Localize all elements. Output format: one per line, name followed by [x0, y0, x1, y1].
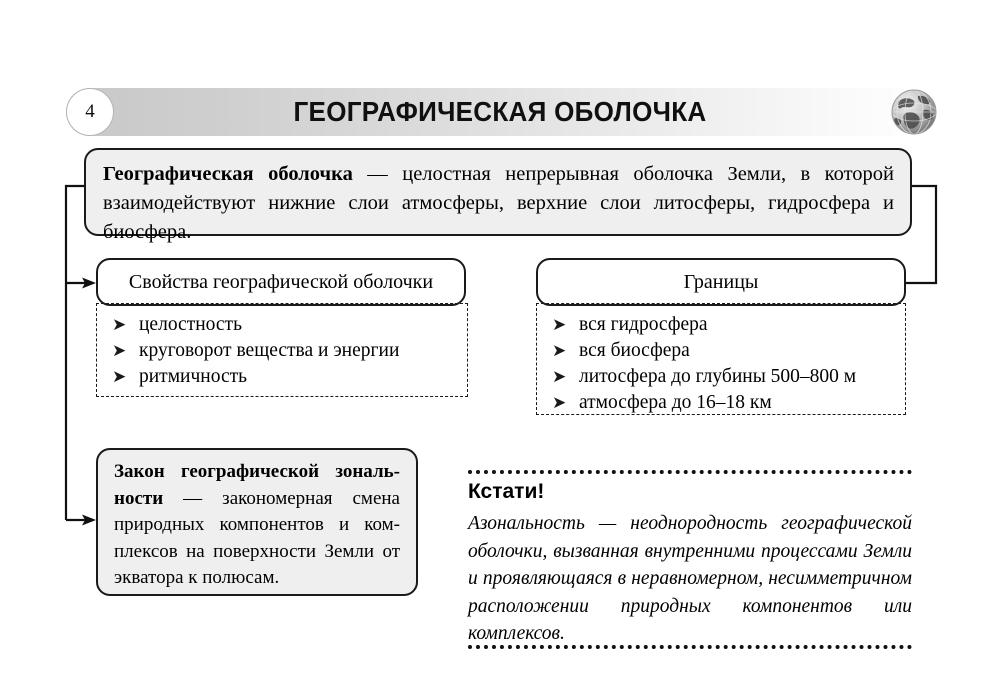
note-bottom-divider: [468, 645, 912, 649]
arrow-bullet-icon: ➤: [112, 341, 127, 360]
law-paragraph: [114, 459, 400, 592]
note-title: Кстати!: [468, 480, 545, 503]
globe-icon: [888, 86, 940, 138]
page-number-badge: [66, 88, 114, 136]
list-item: [107, 312, 461, 338]
arrow-bullet-icon: ➤: [112, 315, 127, 334]
note-top-divider: [468, 470, 912, 474]
page-number-label: 4: [85, 101, 95, 122]
properties-list: [107, 312, 461, 390]
list-item: [107, 364, 461, 390]
properties-heading-label: Свойства географической оболочки: [128, 270, 434, 293]
list-item-label: литосфера до глубины 500–800 м: [579, 366, 857, 387]
note-body: Азональность — неоднородность географической оболочки, вызванная внутренними процессами Земли и проявляющаяся в неравномерном, несимметричном расположении природных компонентов или комплексов.: [468, 513, 912, 644]
page-title: ГЕОГРАФИЧЕСКАЯ ОБОЛОЧКА: [293, 96, 707, 127]
law-term: Закон географической зональности: [114, 461, 400, 509]
arrow-bullet-icon: ➤: [112, 367, 127, 386]
list-item-label: ритмичность: [139, 366, 248, 387]
properties-heading-box: [96, 258, 466, 306]
boundaries-heading-box: [536, 258, 906, 306]
arrow-bullet-icon: ➤: [552, 393, 567, 412]
law-text: — закономерная смена природных компонентов и комплексов на поверхности Земли от экватора к полюсам.: [114, 487, 400, 588]
list-item-label: целостность: [139, 314, 242, 335]
list-item: [547, 364, 899, 390]
list-item-label: вся биосфера: [579, 340, 690, 361]
arrow-bullet-icon: ➤: [552, 315, 567, 334]
list-item: [547, 338, 899, 364]
definition-text: — целостная непрерывная оболочка Земли, в которой взаимодействуют нижние слои атмосферы, верхние слои литосферы, гидросфера и биосфера.: [103, 163, 894, 243]
list-item-label: атмосфера до 16–18 км: [579, 392, 772, 413]
definition-paragraph: [103, 160, 894, 247]
arrow-bullet-icon: ➤: [552, 341, 567, 360]
arrow-bullet-icon: ➤: [552, 367, 567, 386]
list-item: [547, 312, 899, 338]
boundaries-list: [547, 312, 899, 416]
properties-list-box: [96, 303, 468, 397]
law-box: [96, 448, 418, 596]
list-item: [547, 390, 899, 416]
boundaries-list-box: [536, 303, 906, 415]
boundaries-heading-label: Границы: [683, 270, 759, 293]
definition-box: [84, 148, 912, 243]
definition-term: Географическая оболочка: [103, 163, 353, 185]
list-item: [107, 338, 461, 364]
list-item-label: вся гидросфера: [579, 314, 708, 335]
list-item-label: круговорот вещества и энергии: [139, 340, 400, 361]
